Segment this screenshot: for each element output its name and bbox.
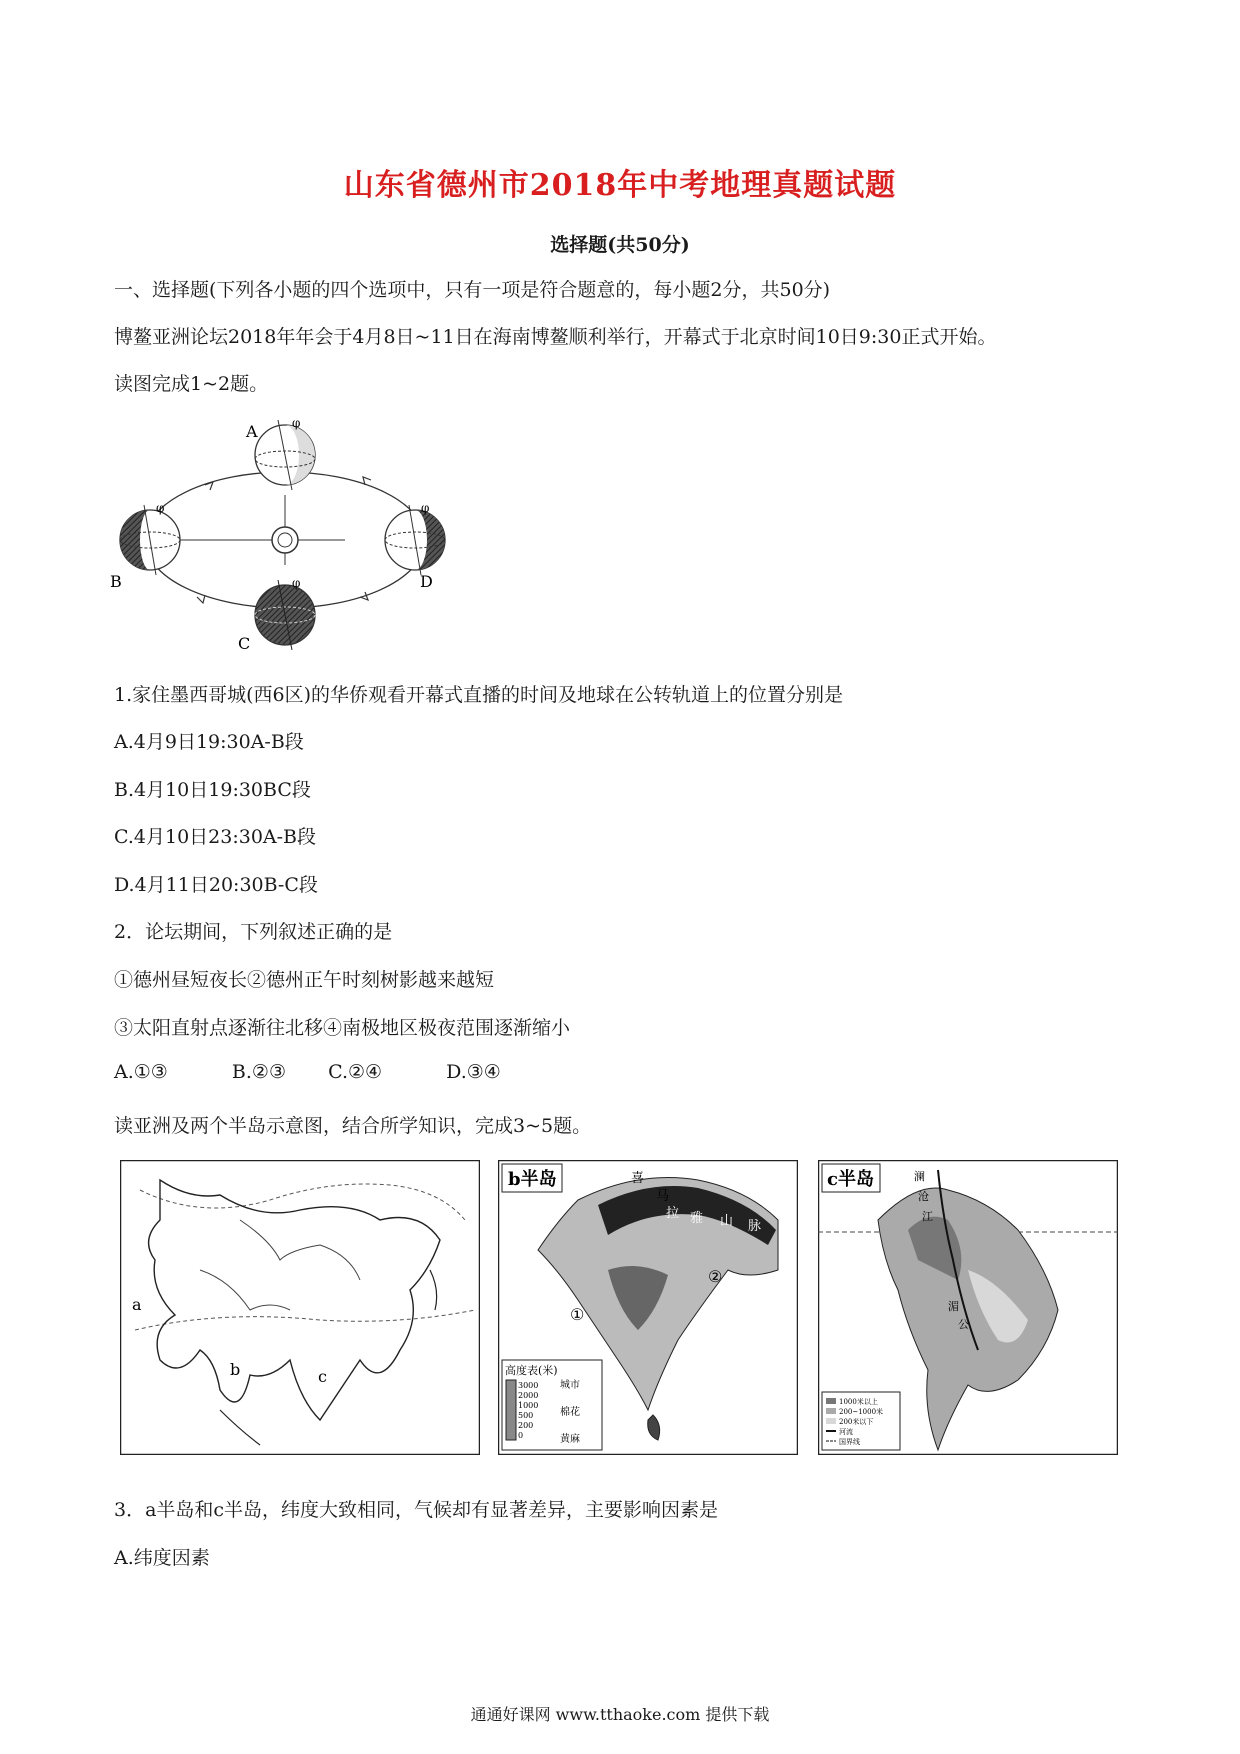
svg-text:喜: 喜 <box>631 1171 645 1186</box>
context-paragraph-2: 读图完成1~2题。 <box>114 373 269 395</box>
q1-option-b: B.4月10日19:30BC段 <box>114 779 311 801</box>
svg-text:φ: φ <box>292 416 301 430</box>
svg-text:公: 公 <box>958 1318 969 1331</box>
svg-text:200~1000米: 200~1000米 <box>839 1408 884 1416</box>
b-peninsula-map <box>498 1160 798 1455</box>
question-1-stem: 1.家住墨西哥城(西6区)的华侨观看开幕式直播的时间及地球在公转轨道上的位置分别是 <box>114 684 844 706</box>
context-paragraph: 博鳌亚洲论坛2018年年会于4月8日~11日在海南博鳌顺利举行，开幕式于北京时间10日9:30正式开始。 <box>114 326 997 348</box>
svg-text:φ: φ <box>421 501 430 515</box>
globe-b <box>120 505 180 575</box>
globe-a <box>255 420 315 490</box>
asia-label-a: a <box>132 1295 142 1314</box>
c-peninsula-map <box>818 1160 1118 1455</box>
svg-text:马: 马 <box>656 1189 670 1204</box>
c-map-legend <box>822 1392 900 1450</box>
globe-c <box>255 580 315 650</box>
q3-option-a: A.纬度因素 <box>114 1547 210 1569</box>
asia-label-b: b <box>230 1360 241 1379</box>
question-3-stem: 3．a半岛和c半岛，纬度大致相同，气候却有显著差异，主要影响因素是 <box>114 1499 719 1521</box>
question-2-stem: 2．论坛期间，下列叙述正确的是 <box>114 921 393 943</box>
q2-options <box>114 1061 501 1083</box>
globe-d <box>385 505 445 575</box>
svg-text:200: 200 <box>518 1421 534 1430</box>
asia-label-c: c <box>318 1367 327 1386</box>
q1-option-c: C.4月10日23:30A-B段 <box>114 826 317 848</box>
svg-text:脉: 脉 <box>748 1219 762 1234</box>
q2-option-a: A.①③ <box>114 1061 168 1083</box>
b-map-marker-1: ① <box>570 1305 585 1324</box>
svg-text:江: 江 <box>922 1210 933 1223</box>
label-c: C <box>238 634 251 653</box>
svg-text:沧: 沧 <box>918 1190 929 1203</box>
q1-option-d: D.4月11日20:30B-C段 <box>114 874 318 896</box>
svg-text:1000米以上: 1000米以上 <box>839 1398 878 1406</box>
instructions-text: 一、选择题(下列各小题的四个选项中，只有一项是符合题意的，每小题2分，共50分) <box>114 279 831 301</box>
label-b: B <box>110 572 122 591</box>
svg-text:雅: 雅 <box>690 1211 704 1226</box>
q2-option-d: D.③④ <box>446 1061 501 1083</box>
page-title: 山东省德州市2018年中考地理真题试题 <box>343 168 897 203</box>
b-map-legend <box>502 1360 602 1450</box>
maps-intro: 读亚洲及两个半岛示意图，结合所学知识，完成3~5题。 <box>114 1115 592 1137</box>
svg-text:φ: φ <box>156 501 165 515</box>
asia-map <box>120 1160 480 1455</box>
svg-text:山: 山 <box>720 1214 734 1229</box>
svg-text:国界线: 国界线 <box>839 1438 860 1446</box>
svg-text:3000: 3000 <box>518 1381 539 1390</box>
q1-option-a: A.4月9日19:30A-B段 <box>114 731 304 753</box>
section-heading: 选择题(共50分) <box>550 234 690 256</box>
q2-statement-2: ③太阳直射点逐渐往北移④南极地区极夜范围逐渐缩小 <box>114 1017 571 1039</box>
c-map-title: c半岛 <box>827 1169 874 1190</box>
svg-text:城市: 城市 <box>560 1380 580 1391</box>
svg-text:澜: 澜 <box>914 1170 925 1183</box>
svg-text:0: 0 <box>518 1431 524 1440</box>
svg-text:湄: 湄 <box>948 1300 959 1313</box>
q2-option-c: C.②④ <box>328 1061 383 1083</box>
svg-text:黄麻: 黄麻 <box>560 1434 580 1445</box>
label-a: A <box>246 422 258 441</box>
svg-text:高度表(米): 高度表(米) <box>505 1364 558 1377</box>
svg-text:2000: 2000 <box>518 1391 539 1400</box>
svg-text:200米以下: 200米以下 <box>839 1418 874 1426</box>
svg-text:棉花: 棉花 <box>560 1407 580 1418</box>
page-footer: 通通好课网 www.tthaoke.com 提供下载 <box>470 1705 770 1724</box>
label-d: D <box>420 572 433 591</box>
svg-text:拉: 拉 <box>666 1206 680 1221</box>
earth-orbit-diagram <box>110 415 460 655</box>
b-map-marker-2: ② <box>708 1267 723 1286</box>
q2-statement-1: ①德州昼短夜长②德州正午时刻树影越来越短 <box>114 969 495 991</box>
svg-text:河流: 河流 <box>839 1428 853 1436</box>
svg-text:1000: 1000 <box>518 1401 539 1410</box>
svg-text:φ: φ <box>292 576 301 590</box>
svg-text:500: 500 <box>518 1411 534 1420</box>
b-map-title: b半岛 <box>508 1169 557 1190</box>
q2-option-b: B.②③ <box>231 1061 286 1083</box>
